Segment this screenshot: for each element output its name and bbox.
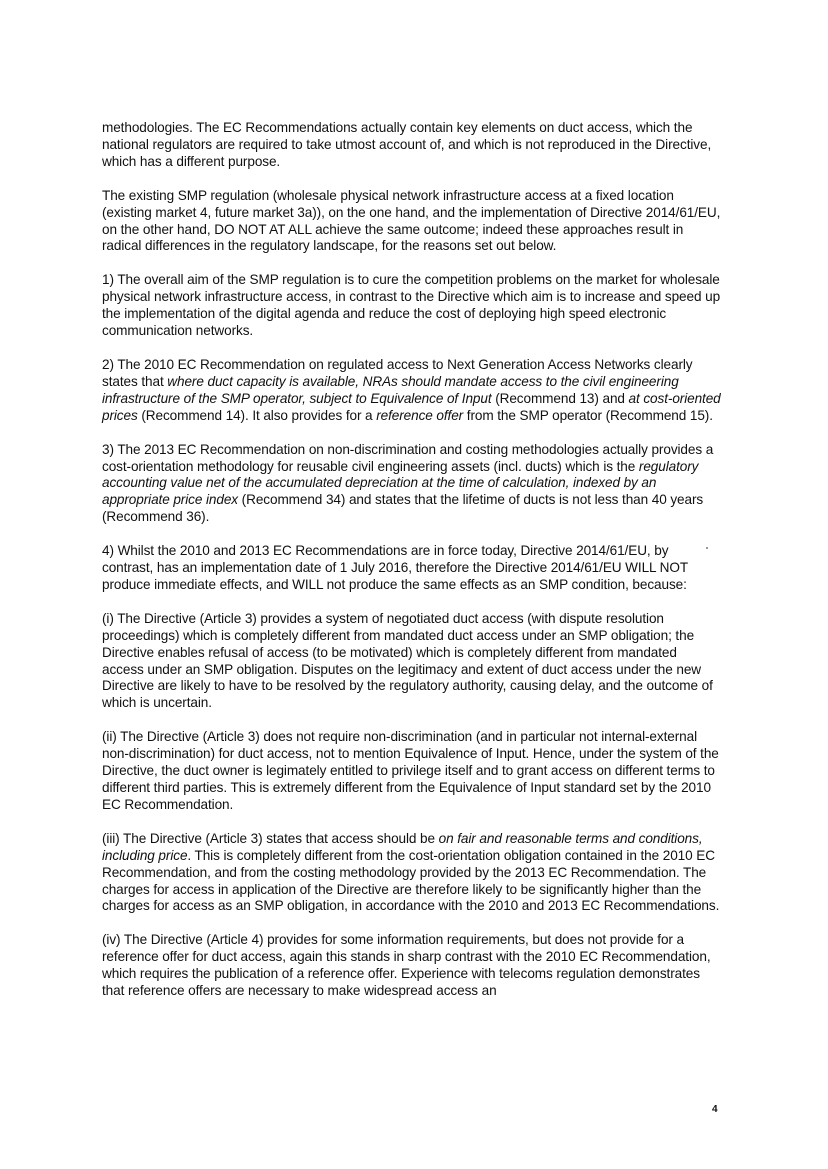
text-run: from the SMP operator (Recommend 15). [463, 407, 713, 423]
paragraph [102, 442, 722, 527]
text-run: (iii) The Directive (Article 3) states that access should be [102, 830, 439, 846]
text-run: (iv) The Directive (Article 4) provides for some information requirements, but does not provide for a reference offer for duct access, again this stands in sharp contrast with the 2010 EC Recommendation, which requires the publication of a reference offer. Experience with telecoms regulation demonstrates that reference offers are necessary to make widespread access an [102, 932, 711, 999]
text-run: (Recommend 14). It also provides for a [137, 407, 377, 423]
text-run: (i) The Directive (Article 3) provides a system of negotiated duct access (with dispute resolution proceedings) which is completely different from mandated duct access under an SMP obligation; the Directive enables refusal of access (to be motivated) which is completely different from mandated access under an SMP obligation. Disputes on the legitimacy and extent of duct access under the new Directive are likely to have to be resolved by the regulatory authority, causing delay, and the outcome of which is uncertain. [102, 610, 713, 711]
text-run: The existing SMP regulation (wholesale physical network infrastructure access at a fixed location (existing market 4, future market 3a)), on the one hand, and the implementation of Directive 2014/61/EU, on the other hand, DO NOT AT ALL achieve the same outcome; indeed these approaches result in radical differences in the regulatory landscape, for the reasons set out below. [102, 187, 721, 254]
italic-text-run: at cost-oriented prices [102, 390, 721, 423]
paragraph [102, 932, 722, 1000]
text-run: (Recommend 13) and [491, 390, 629, 406]
document-body [102, 120, 722, 1017]
paragraph [102, 120, 722, 171]
italic-text-run: regulatory accounting value net of the accumulated depreciation at the time of calculation, indexed by an appropriate price index [102, 458, 699, 508]
page-number: 4 [712, 1104, 718, 1115]
paragraph [102, 543, 722, 594]
paragraph [102, 729, 722, 814]
text-run: methodologies. The EC Recommendations actually contain key elements on duct access, which the national regulators are required to take utmost account of, and which is not reproduced in the Directive, which has a different purpose. [102, 120, 712, 169]
paragraph [102, 611, 722, 712]
italic-text-run: reference offer [376, 407, 464, 423]
text-run: 4) Whilst the 2010 and 2013 EC Recommendations are in force today, Directive 2014/61/EU, by contrast, has an implementation date of 1 July 2016, therefore the Directive 2014/61/EU WILL NOT produce immediate effects, and WILL not produce the same effects as an SMP condition, because: [102, 543, 688, 592]
paragraph [102, 188, 722, 256]
italic-text-run: where duct capacity is available, NRAs should mandate access to the civil engineering infrastructure of the SMP operator, subject to Equivalence of Input [102, 373, 679, 406]
scan-speck [706, 547, 708, 549]
paragraph [102, 272, 722, 340]
text-run: . This is completely different from the cost-orientation obligation contained in the 2010 EC Recommendation, and from the costing methodology provided by the 2013 EC Recommendation. The charges for access in application of the Directive are therefore likely to be significantly higher than the charges for access as an SMP obligation, in accordance with the 2010 and 2013 EC Recommendations. [102, 847, 720, 914]
text-run: 1) The overall aim of the SMP regulation is to cure the competition problems on the market for wholesale physical network infrastructure access, in contrast to the Directive which aim is to increase and speed up the implementation of the digital agenda and reduce the cost of deploying high speed electronic communication networks. [102, 272, 721, 339]
paragraph [102, 357, 722, 425]
italic-text-run: on fair and reasonable terms and conditions, including price [102, 830, 703, 863]
text-run: (ii) The Directive (Article 3) does not require non-discrimination (and in particular not internal-external non-discrimination) for duct access, not to mention Equivalence of Input. Hence, under the system of the Directive, the duct owner is legimately entitled to privilege itself and to grant access on different terms to different third parties. This is extremely different from the Equivalence of Input standard set by the 2010 EC Recommendation. [102, 729, 719, 812]
text-run: 3) The 2013 EC Recommendation on non-discrimination and costing methodologies actually provides a cost-orientation methodology for reusable civil engineering assets (incl. ducts) which is the [102, 441, 714, 474]
text-run: (Recommend 34) and states that the lifetime of ducts is not less than 40 years (Recommend 36). [102, 492, 704, 525]
text-run: 2) The 2010 EC Recommendation on regulated access to Next Generation Access Networks clearly states that [102, 356, 693, 389]
paragraph [102, 831, 722, 916]
